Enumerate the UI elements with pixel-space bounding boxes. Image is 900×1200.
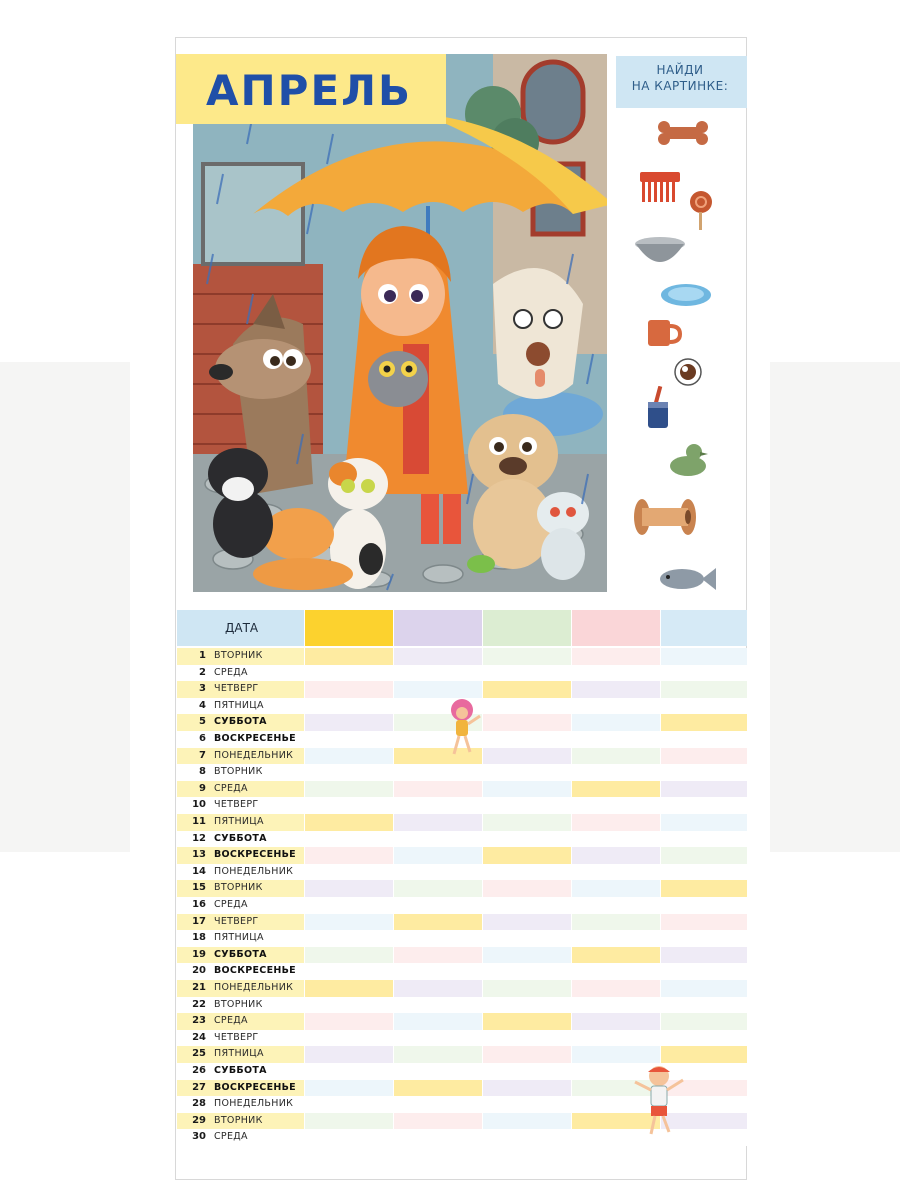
note-cell[interactable]: [483, 847, 571, 864]
note-cell[interactable]: [572, 947, 660, 964]
note-cell[interactable]: [483, 714, 571, 731]
day-number: 30: [192, 1131, 206, 1143]
note-cell[interactable]: [483, 1096, 571, 1113]
calendar-row: [177, 681, 747, 698]
note-cell[interactable]: [483, 947, 571, 964]
note-cell[interactable]: [305, 963, 393, 980]
note-cell[interactable]: [661, 665, 747, 682]
day-name: ЧЕТВЕРГ: [214, 915, 259, 927]
note-cell[interactable]: [394, 963, 482, 980]
find-title: [616, 62, 744, 94]
note-cell[interactable]: [483, 1013, 571, 1030]
note-cell[interactable]: [305, 648, 393, 665]
note-cell[interactable]: [572, 897, 660, 914]
note-cell[interactable]: [661, 748, 747, 765]
day-name: СРЕДА: [214, 1131, 248, 1143]
note-cell[interactable]: [483, 1129, 571, 1146]
note-cell[interactable]: [305, 831, 393, 848]
note-cell[interactable]: [483, 914, 571, 931]
note-cell[interactable]: [305, 797, 393, 814]
day-name: ПЯТНИЦА: [214, 816, 264, 827]
note-cell[interactable]: [483, 648, 571, 665]
day-number: 26: [192, 1065, 206, 1076]
day-number: 14: [192, 865, 206, 877]
note-cell[interactable]: [394, 1080, 482, 1097]
note-cell[interactable]: [305, 947, 393, 964]
note-cell[interactable]: [661, 997, 747, 1014]
note-cell[interactable]: [483, 980, 571, 997]
note-cell[interactable]: [305, 1113, 393, 1130]
note-cell[interactable]: [572, 648, 660, 665]
day-name: ПОНЕДЕЛЬНИК: [214, 982, 294, 993]
note-cell[interactable]: [483, 831, 571, 848]
day-number: 25: [192, 1048, 206, 1060]
find-title-line1: НАЙДИ: [656, 63, 704, 77]
note-cell[interactable]: [305, 1030, 393, 1047]
note-cell[interactable]: [394, 797, 482, 814]
note-cell[interactable]: [483, 1046, 571, 1063]
note-cell[interactable]: [394, 1046, 482, 1063]
day-number: 20: [192, 965, 206, 977]
note-cell[interactable]: [572, 847, 660, 864]
calendar-row: [177, 947, 747, 964]
note-cell[interactable]: [305, 897, 393, 914]
calendar-row: [177, 880, 747, 897]
note-cell[interactable]: [572, 831, 660, 848]
note-cell[interactable]: [394, 1129, 482, 1146]
duck-icon: [668, 442, 708, 478]
day-number: 19: [192, 948, 206, 960]
calendar-row: [177, 764, 747, 781]
note-cell[interactable]: [483, 963, 571, 980]
calendar-row: [177, 963, 747, 980]
day-name: ВОСКРЕСЕНЬЕ: [214, 965, 296, 977]
calendar-row: [177, 665, 747, 682]
day-number: 24: [192, 1031, 206, 1043]
note-cell[interactable]: [483, 764, 571, 781]
day-number: 16: [192, 899, 206, 910]
day-name: СРЕДА: [214, 666, 248, 678]
bone-icon: [656, 118, 710, 148]
note-cell[interactable]: [661, 714, 747, 731]
note-cell[interactable]: [572, 864, 660, 881]
calendar-row: [177, 781, 747, 798]
note-cell[interactable]: [572, 814, 660, 831]
note-cell[interactable]: [661, 731, 747, 748]
note-cell[interactable]: [305, 980, 393, 997]
day-name: ВТОРНИК: [214, 650, 263, 661]
dancing-girl-illustration: [444, 698, 484, 758]
note-cell[interactable]: [305, 781, 393, 798]
note-cell[interactable]: [572, 930, 660, 947]
note-cell[interactable]: [661, 914, 747, 931]
header-column-purple: [394, 610, 482, 646]
note-cell[interactable]: [483, 897, 571, 914]
note-cell[interactable]: [394, 997, 482, 1014]
note-cell[interactable]: [394, 781, 482, 798]
note-cell[interactable]: [572, 1046, 660, 1063]
mug-icon: [646, 316, 682, 348]
note-cell[interactable]: [661, 797, 747, 814]
calendar-row: [177, 914, 747, 931]
day-number: 18: [192, 932, 206, 944]
note-cell[interactable]: [572, 914, 660, 931]
note-cell[interactable]: [394, 980, 482, 997]
note-cell[interactable]: [394, 1113, 482, 1130]
note-cell[interactable]: [305, 1096, 393, 1113]
bowl-icon: [634, 236, 686, 266]
day-number: 12: [192, 832, 206, 844]
note-cell[interactable]: [661, 681, 747, 698]
note-cell[interactable]: [305, 731, 393, 748]
day-number: 6: [199, 733, 206, 744]
note-cell[interactable]: [394, 814, 482, 831]
note-cell[interactable]: [394, 930, 482, 947]
note-cell[interactable]: [483, 1063, 571, 1080]
date-header-cell: [177, 610, 304, 646]
note-cell[interactable]: [305, 847, 393, 864]
note-cell[interactable]: [661, 880, 747, 897]
day-number: 5: [199, 716, 206, 728]
day-number: 2: [199, 666, 206, 678]
calendar-header: [177, 610, 747, 646]
note-cell[interactable]: [661, 648, 747, 665]
day-name: ВТОРНИК: [214, 766, 263, 778]
note-cell[interactable]: [394, 947, 482, 964]
note-cell[interactable]: [305, 665, 393, 682]
header-column-blue: [661, 610, 747, 646]
day-number: 27: [192, 1081, 206, 1093]
calendar-row: [177, 1046, 747, 1063]
calendar-row: [177, 814, 747, 831]
right-background-band: [770, 362, 900, 852]
day-number: 22: [192, 998, 206, 1010]
note-cell[interactable]: [394, 1096, 482, 1113]
day-number: 21: [192, 982, 206, 993]
note-cell[interactable]: [483, 1030, 571, 1047]
day-number: 4: [199, 699, 206, 711]
note-cell[interactable]: [483, 997, 571, 1014]
note-cell[interactable]: [483, 698, 571, 715]
note-cell[interactable]: [483, 864, 571, 881]
note-cell[interactable]: [394, 847, 482, 864]
note-cell[interactable]: [661, 1013, 747, 1030]
note-cell[interactable]: [483, 1080, 571, 1097]
note-cell[interactable]: [305, 914, 393, 931]
day-number: 15: [192, 882, 206, 894]
note-cell[interactable]: [305, 997, 393, 1014]
note-cell[interactable]: [394, 880, 482, 897]
note-cell[interactable]: [305, 880, 393, 897]
day-name: ВОСКРЕСЕНЬЕ: [214, 849, 296, 861]
note-cell[interactable]: [661, 764, 747, 781]
note-cell[interactable]: [483, 1113, 571, 1130]
note-cell[interactable]: [394, 681, 482, 698]
eye-icon: [674, 358, 702, 386]
note-cell[interactable]: [394, 897, 482, 914]
note-cell[interactable]: [572, 681, 660, 698]
day-number: 8: [199, 766, 206, 778]
day-number: 28: [192, 1098, 206, 1110]
day-name: ПОНЕДЕЛЬНИК: [214, 865, 294, 877]
calendar-row: [177, 864, 747, 881]
note-cell[interactable]: [661, 947, 747, 964]
calendar-row: [177, 1030, 747, 1047]
calendar-row: [177, 797, 747, 814]
jumping-boy-illustration: [631, 1062, 687, 1138]
day-name: ПЯТНИЦА: [214, 932, 264, 944]
note-cell[interactable]: [305, 698, 393, 715]
day-name: ПОНЕДЕЛЬНИК: [214, 1098, 294, 1110]
note-cell[interactable]: [572, 1030, 660, 1047]
note-cell[interactable]: [483, 731, 571, 748]
day-name: СРЕДА: [214, 1015, 248, 1027]
header-column-yellow: [305, 610, 393, 646]
note-cell[interactable]: [483, 665, 571, 682]
day-name: ВОСКРЕСЕНЬЕ: [214, 1081, 296, 1093]
day-number: 1: [199, 650, 206, 661]
paint-jar-icon: [644, 386, 674, 430]
note-cell[interactable]: [305, 864, 393, 881]
note-cell[interactable]: [394, 665, 482, 682]
note-cell[interactable]: [305, 1080, 393, 1097]
day-number: 7: [199, 749, 206, 761]
spool-icon: [634, 498, 696, 536]
left-background-band: [0, 362, 130, 852]
note-cell[interactable]: [572, 880, 660, 897]
day-name: СРЕДА: [214, 782, 248, 794]
day-name: ЧЕТВЕРГ: [214, 799, 259, 811]
note-cell[interactable]: [572, 698, 660, 715]
find-title-line2: НА КАРТИНКЕ:: [631, 79, 729, 93]
note-cell[interactable]: [394, 1013, 482, 1030]
calendar-row: [177, 980, 747, 997]
calendar-row: [177, 897, 747, 914]
note-cell[interactable]: [661, 930, 747, 947]
day-name: СУББОТА: [214, 948, 267, 960]
note-cell[interactable]: [572, 748, 660, 765]
note-cell[interactable]: [305, 1013, 393, 1030]
note-cell[interactable]: [305, 930, 393, 947]
day-name: ЧЕТВЕРГ: [214, 1031, 259, 1043]
note-cell[interactable]: [661, 897, 747, 914]
illustration: [193, 54, 607, 592]
note-cell[interactable]: [483, 880, 571, 897]
day-name: СУББОТА: [214, 832, 267, 844]
note-cell[interactable]: [305, 714, 393, 731]
note-cell[interactable]: [305, 681, 393, 698]
fish-icon: [658, 566, 716, 592]
note-cell[interactable]: [483, 781, 571, 798]
find-panel: [616, 50, 748, 610]
note-cell[interactable]: [572, 714, 660, 731]
day-name: ВТОРНИК: [214, 998, 263, 1010]
day-number: 11: [192, 816, 206, 827]
note-cell[interactable]: [572, 731, 660, 748]
calendar-row: [177, 831, 747, 848]
day-name: ПОНЕДЕЛЬНИК: [214, 749, 294, 761]
note-cell[interactable]: [305, 1063, 393, 1080]
calendar-row: [177, 648, 747, 665]
day-name: СРЕДА: [214, 899, 248, 910]
note-cell[interactable]: [661, 814, 747, 831]
note-cell[interactable]: [661, 781, 747, 798]
day-number: 3: [199, 683, 206, 695]
calendar-row: [177, 997, 747, 1014]
calendar-row: [177, 847, 747, 864]
day-number: 23: [192, 1015, 206, 1027]
calendar-page: [175, 37, 747, 1180]
note-cell[interactable]: [661, 698, 747, 715]
day-number: 13: [192, 849, 206, 861]
note-cell[interactable]: [394, 1030, 482, 1047]
note-cell[interactable]: [305, 1046, 393, 1063]
calendar-row: [177, 930, 747, 947]
note-cell[interactable]: [661, 847, 747, 864]
note-cell[interactable]: [661, 1046, 747, 1063]
note-cell[interactable]: [661, 1030, 747, 1047]
note-cell[interactable]: [661, 831, 747, 848]
note-cell[interactable]: [572, 665, 660, 682]
day-name: ЧЕТВЕРГ: [214, 683, 259, 695]
day-name: СУББОТА: [214, 716, 267, 728]
note-cell[interactable]: [394, 864, 482, 881]
day-name: ВОСКРЕСЕНЬЕ: [214, 733, 296, 744]
note-cell[interactable]: [483, 681, 571, 698]
dish-icon: [660, 282, 712, 308]
note-cell[interactable]: [572, 963, 660, 980]
day-name: ПЯТНИЦА: [214, 699, 264, 711]
note-cell[interactable]: [394, 831, 482, 848]
day-number: 17: [192, 915, 206, 927]
header-column-green: [483, 610, 571, 646]
note-cell[interactable]: [483, 930, 571, 947]
note-cell[interactable]: [572, 980, 660, 997]
lollipop-icon: [688, 190, 714, 230]
month-title: АПРЕЛЬ: [206, 66, 413, 115]
note-cell[interactable]: [661, 980, 747, 997]
note-cell[interactable]: [483, 748, 571, 765]
note-cell[interactable]: [394, 764, 482, 781]
day-name: ВТОРНИК: [214, 1114, 263, 1126]
day-name: ПЯТНИЦА: [214, 1048, 264, 1060]
comb-icon: [640, 172, 680, 204]
note-cell[interactable]: [394, 914, 482, 931]
note-cell[interactable]: [305, 748, 393, 765]
day-name: ВТОРНИК: [214, 882, 263, 894]
note-cell[interactable]: [483, 814, 571, 831]
day-number: 9: [199, 782, 206, 794]
note-cell[interactable]: [572, 764, 660, 781]
calendar-row: [177, 1013, 747, 1030]
note-cell[interactable]: [572, 1013, 660, 1030]
day-number: 29: [192, 1114, 206, 1126]
note-cell[interactable]: [394, 1063, 482, 1080]
note-cell[interactable]: [305, 814, 393, 831]
note-cell[interactable]: [483, 797, 571, 814]
header-column-pink: [572, 610, 660, 646]
note-cell[interactable]: [572, 997, 660, 1014]
note-cell[interactable]: [572, 797, 660, 814]
note-cell[interactable]: [305, 764, 393, 781]
note-cell[interactable]: [394, 648, 482, 665]
date-header-label: ДАТА: [225, 621, 259, 635]
day-name: СУББОТА: [214, 1065, 267, 1076]
note-cell[interactable]: [661, 963, 747, 980]
note-cell[interactable]: [661, 864, 747, 881]
note-cell[interactable]: [572, 781, 660, 798]
day-number: 10: [192, 799, 206, 811]
note-cell[interactable]: [305, 1129, 393, 1146]
